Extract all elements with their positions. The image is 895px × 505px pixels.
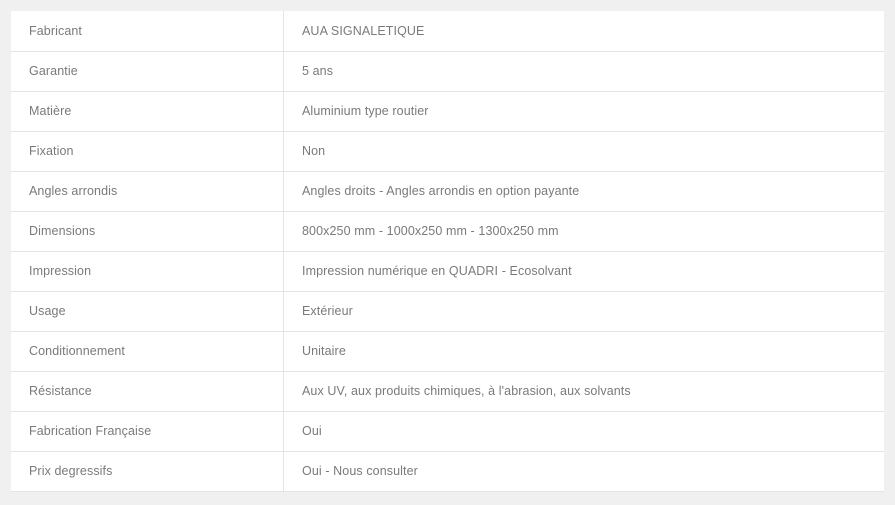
spec-value: Non: [284, 131, 885, 171]
table-row: [11, 131, 884, 171]
table-row: [11, 171, 884, 211]
product-specifications-table: [11, 11, 884, 492]
spec-label: Impression: [11, 251, 284, 291]
spec-label: Fabrication Française: [11, 411, 284, 451]
spec-label: Usage: [11, 291, 284, 331]
spec-value: 5 ans: [284, 51, 885, 91]
spec-label: Conditionnement: [11, 331, 284, 371]
table-row: [11, 451, 884, 491]
spec-label: Résistance: [11, 371, 284, 411]
table-row: [11, 91, 884, 131]
spec-label: Angles arrondis: [11, 171, 284, 211]
spec-label: Prix degressifs: [11, 451, 284, 491]
table-row: [11, 51, 884, 91]
spec-label: Fixation: [11, 131, 284, 171]
table-body: [11, 11, 884, 491]
spec-value: Oui - Nous consulter: [284, 451, 885, 491]
spec-value: Impression numérique en QUADRI - Ecosolvant: [284, 251, 885, 291]
spec-value: AUA SIGNALETIQUE: [284, 11, 885, 51]
table-row: [11, 11, 884, 51]
spec-value: Unitaire: [284, 331, 885, 371]
spec-label: Matière: [11, 91, 284, 131]
spec-label: Garantie: [11, 51, 284, 91]
spec-value: 800x250 mm - 1000x250 mm - 1300x250 mm: [284, 211, 885, 251]
spec-value: Extérieur: [284, 291, 885, 331]
table-row: [11, 291, 884, 331]
spec-label: Dimensions: [11, 211, 284, 251]
spec-value: Aux UV, aux produits chimiques, à l'abrasion, aux solvants: [284, 371, 885, 411]
table-row: [11, 251, 884, 291]
table-row: [11, 371, 884, 411]
table-row: [11, 411, 884, 451]
spec-value: Oui: [284, 411, 885, 451]
table-row: [11, 211, 884, 251]
spec-label: Fabricant: [11, 11, 284, 51]
spec-value: Angles droits - Angles arrondis en option payante: [284, 171, 885, 211]
table-row: [11, 331, 884, 371]
spec-value: Aluminium type routier: [284, 91, 885, 131]
